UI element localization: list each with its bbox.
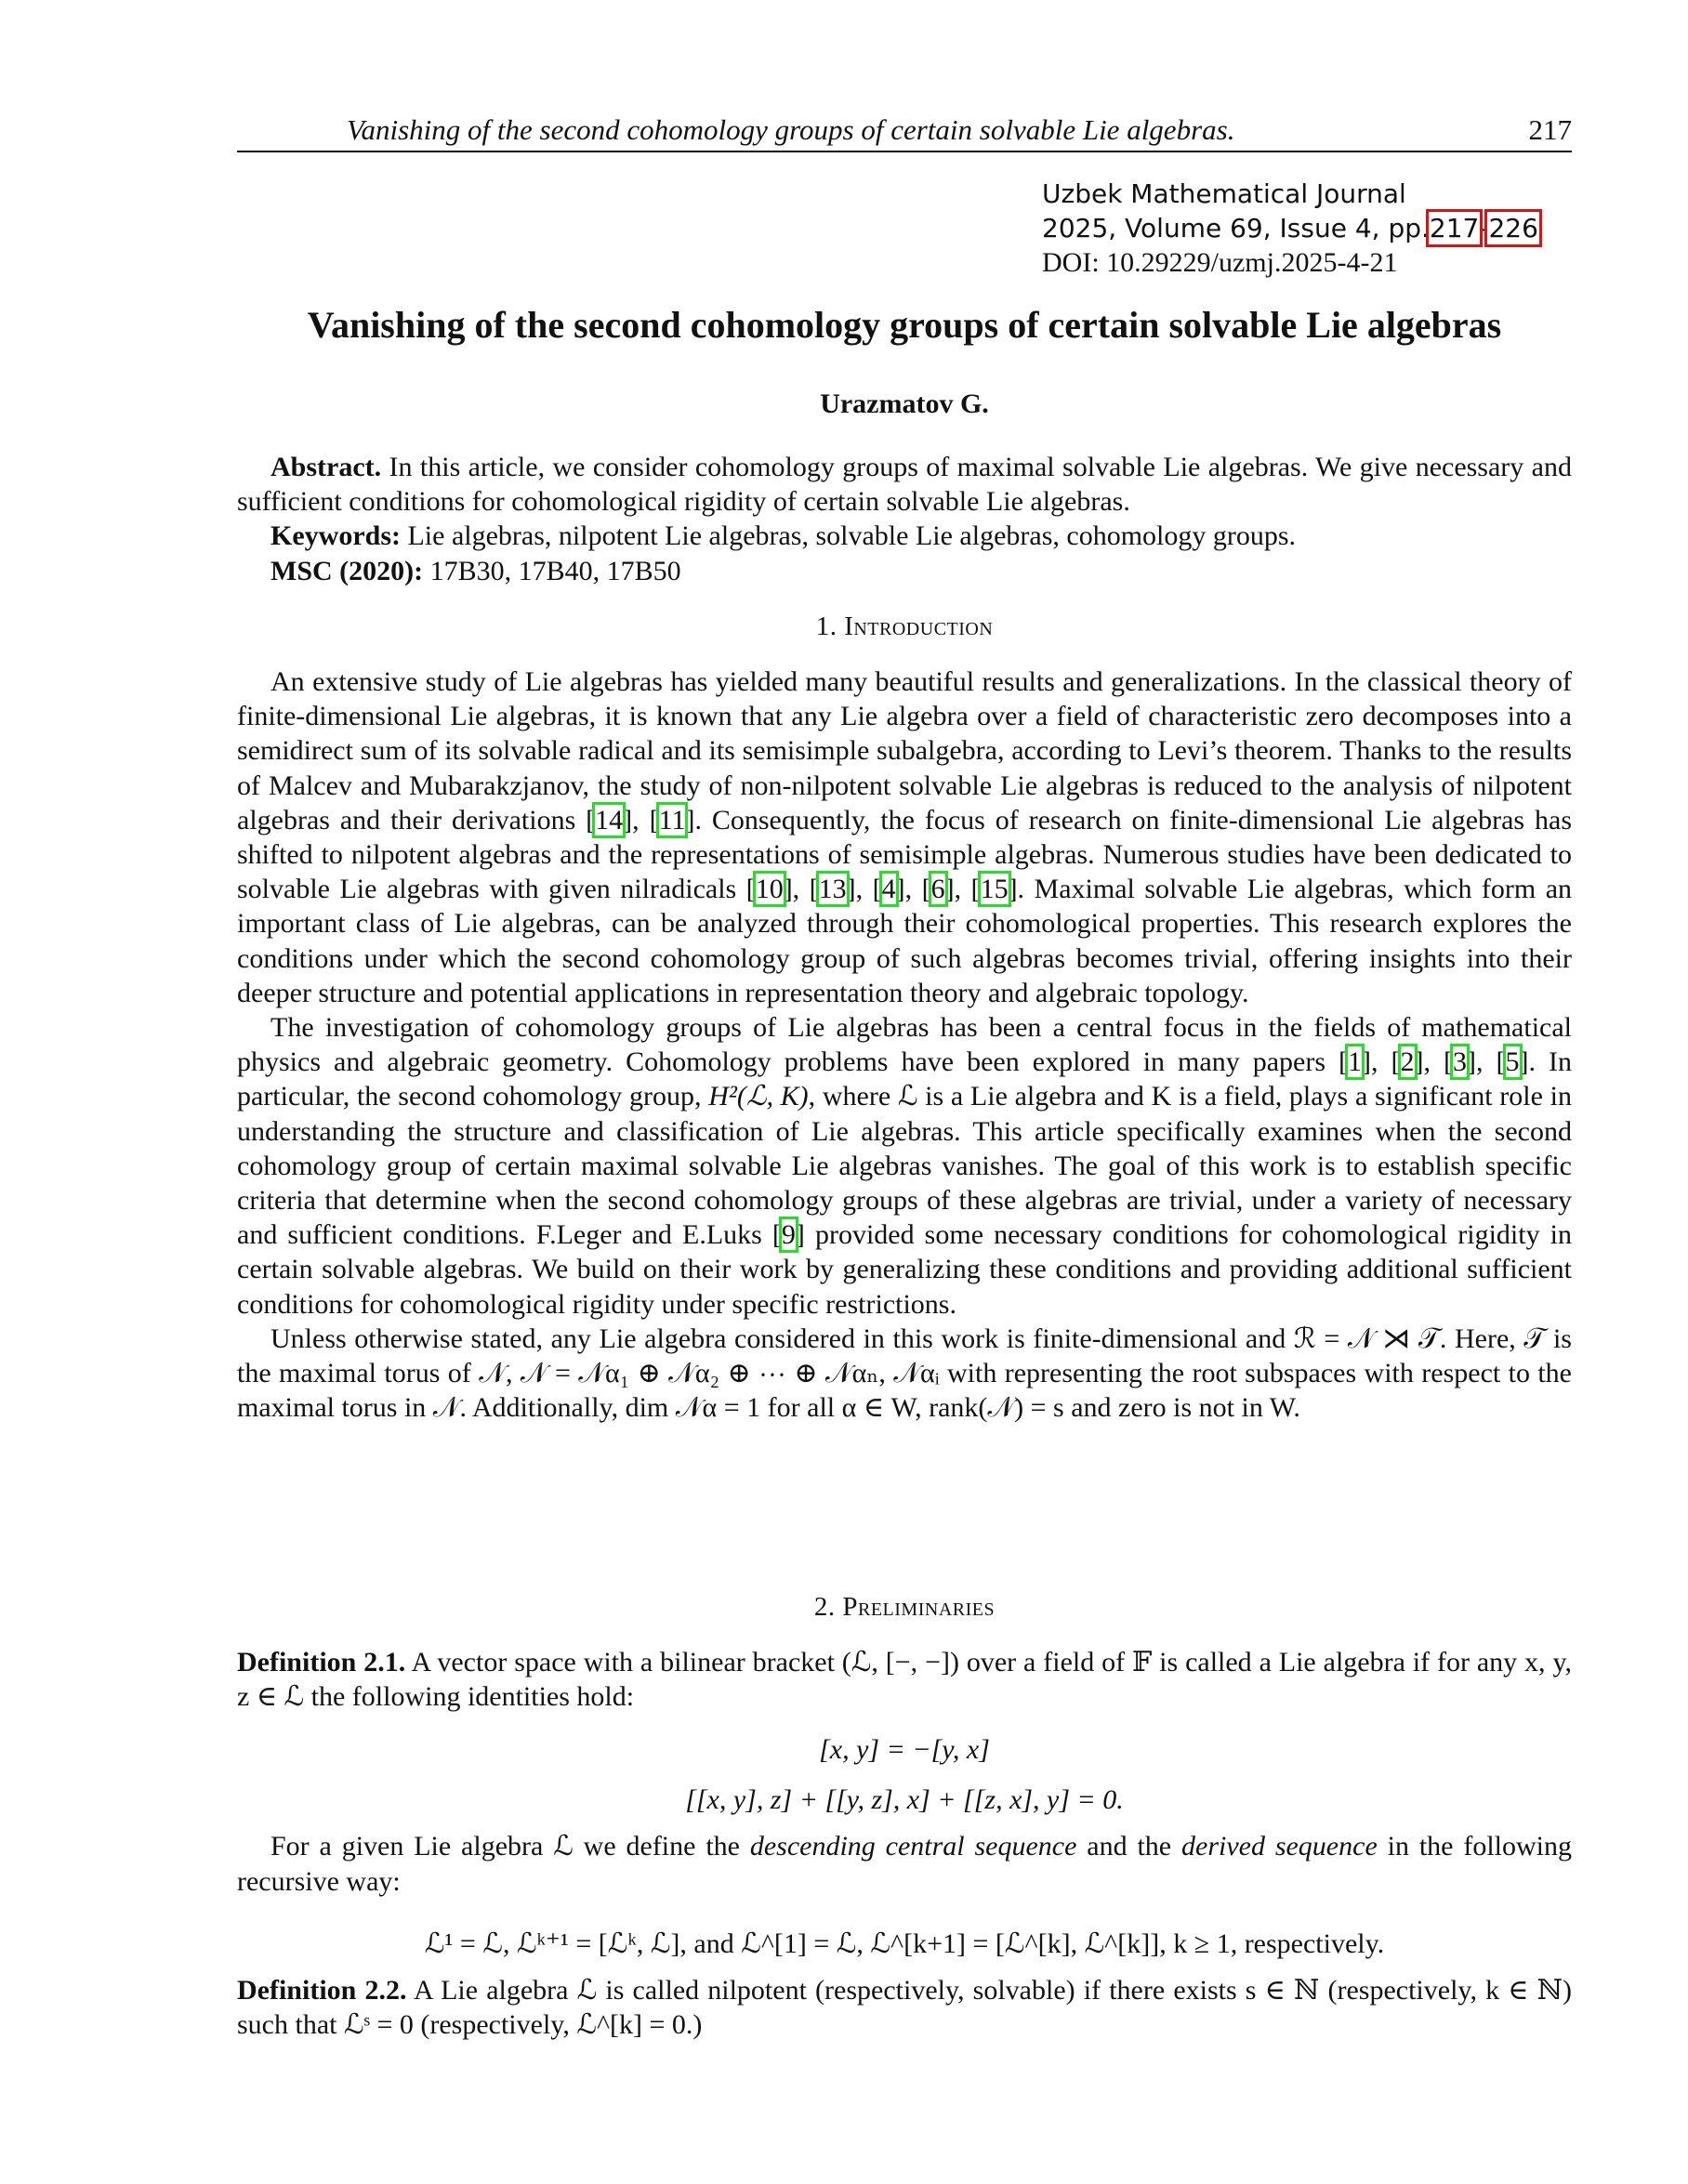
text-run: ], [ — [1362, 1046, 1401, 1078]
citation-link-15[interactable]: 15 — [980, 874, 1009, 905]
keywords-label: Keywords: — [270, 520, 401, 552]
text-run: ]. In particular, the second cohomology group, — [237, 1046, 1573, 1112]
text-run: ] provided some necessary conditions for cohomological rigidity in certain solvable algebras. We build on their work by generalizing these conditions and providing additional sufficient conditions for cohomological rigidity under specific restrictions. — [237, 1219, 1572, 1320]
text-run: ], [ — [895, 874, 931, 905]
citation-link-2[interactable]: 2 — [1400, 1046, 1415, 1078]
text-run: ]. Maximal solvable Lie algebras, which form an important class of Lie algebras, can be analyzed through their cohomological properties. This research explores the conditions under which the second cohomology group of such algebras becomes trivial, offering insights into their deeper structure and potential applications in representation theory and algebraic topology. — [237, 874, 1573, 1008]
citation-link-13[interactable]: 13 — [818, 874, 847, 905]
abstract-block — [237, 450, 1572, 588]
section-heading-introduction: 1. Introduction — [815, 612, 994, 641]
citation-link-10[interactable]: 10 — [755, 874, 784, 905]
equation-antisymmetry: [x, y] = −[y, x] — [819, 1734, 990, 1766]
introduction-body — [237, 664, 1572, 1425]
text-run: , where ℒ is a Lie algebra and K is a field, plays a significant role in understanding the structure and classification of Lie algebras. This article specifically examines when the second cohomology group of certain maximal solvable Lie algebras vanishes. The goal of this work is to establish specific criteria that determine when the second cohomology groups of these algebras are trivial, under a variety of necessary and sufficient conditions. F.Leger and E.Luks [ — [237, 1081, 1572, 1251]
text-run: ], [ — [783, 874, 819, 905]
text-run: For a given Lie algebra ℒ we define the — [270, 1831, 750, 1862]
section-heading-preliminaries: 2. Preliminaries — [813, 1592, 996, 1622]
page-number: 217 — [1528, 113, 1572, 146]
term-descending-central-sequence: descending central sequence — [749, 1831, 1077, 1862]
citation-link-1[interactable]: 1 — [1348, 1046, 1363, 1078]
abstract-label: Abstract. — [270, 452, 382, 482]
text-run: ], [ — [944, 874, 981, 905]
citation-link-3[interactable]: 3 — [1453, 1046, 1468, 1078]
citation-link-6[interactable]: 6 — [930, 874, 945, 905]
abstract-text: In this article, we consider cohomology groups of maximal solvable Lie algebras. We give necessary and sufficient conditions for cohomological rigidity of certain solvable Lie algebras. — [237, 452, 1572, 518]
journal-info — [1042, 177, 1538, 280]
citation-link-4[interactable]: 4 — [881, 874, 896, 905]
definition-text: A vector space with a bilinear bracket (ℒ, [−, −]) over a field of 𝔽 is called a Lie algebra if for any x, y, z ∈ ℒ the following identities hold: — [237, 1647, 1572, 1713]
volume-prefix: 2025, Volume 69, Issue 4, pp. — [1042, 213, 1430, 243]
definition-text: A Lie algebra ℒ is called nilpotent (respectively, solvable) if there exists s ∈ ℕ (respectively, k ∈ ℕ) such that ℒˢ = 0 (respectively, ℒ^[k] = 0.) — [237, 1974, 1572, 2041]
journal-name: Uzbek Mathematical Journal — [1042, 178, 1406, 209]
equation-jacobi: [[x, y], z] + [[y, z], x] + [[z, x], y] = 0. — [685, 1784, 1124, 1816]
article-title — [237, 304, 1572, 346]
keywords-text: Lie algebras, nilpotent Lie algebras, solvable Lie algebras, cohomology groups. — [400, 520, 1297, 552]
journal-volume-line — [1042, 211, 1538, 245]
math-h2: H²(ℒ, K) — [708, 1081, 809, 1112]
citation-link-9[interactable]: 9 — [781, 1219, 796, 1251]
intro-paragraph-2 — [237, 1010, 1572, 1322]
sequence-paragraph — [237, 1829, 1572, 1898]
page-separator: - — [1479, 213, 1489, 243]
text-run: ], [ — [623, 804, 659, 835]
running-header — [237, 113, 1572, 152]
msc-label: MSC (2020): — [270, 555, 424, 586]
page-end-link[interactable]: 226 — [1488, 213, 1538, 243]
running-header-title: Vanishing of the second cohomology groups of certain solvable Lie algebras. — [347, 113, 1235, 146]
article-author: Urazmatov G. — [820, 388, 989, 419]
definition-2-2 — [237, 1973, 1572, 2042]
preliminaries-body — [237, 1645, 1572, 2042]
text-run: and the — [1076, 1831, 1181, 1862]
citation-link-11[interactable]: 11 — [658, 804, 686, 835]
definition-label: Definition 2.1. — [237, 1647, 406, 1677]
intro-paragraph-3: Unless otherwise stated, any Lie algebra considered in this work is finite-dimensional and ℛ = 𝒩 ⋊ 𝒯. Here, 𝒯 is the maximal torus of 𝒩, 𝒩 = 𝒩α₁ ⊕ 𝒩α₂ ⊕ ⋯ ⊕ 𝒩αₙ, 𝒩αᵢ with representing the root subspaces with respect to the maximal torus in 𝒩. Additionally, dim 𝒩α = 1 for all α ∈ W, rank(𝒩) = s and zero is not in W. — [237, 1322, 1572, 1424]
citation-link-14[interactable]: 14 — [595, 804, 624, 835]
doi: DOI: 10.29229/uzmj.2025-4-21 — [1042, 247, 1398, 278]
text-run: ], [ — [1414, 1046, 1454, 1078]
equation-sequences: ℒ¹ = ℒ, ℒᵏ⁺¹ = [ℒᵏ, ℒ], and ℒ^[1] = ℒ, ℒ^[k+1] = [ℒ^[k], ℒ^[k]], k ≥ 1, respectively. — [424, 1927, 1385, 1959]
text-run: ]. Consequently, the focus of research on finite-dimensional Lie algebras has shifted to nilpotent algebras and the representations of semisimple algebras. Numerous studies have been dedicated to solvable Lie algebras with given nilradicals [ — [237, 804, 1572, 905]
page-start-link[interactable]: 217 — [1429, 213, 1480, 243]
term-derived-sequence: derived sequence — [1181, 1831, 1378, 1862]
article-title-text: Vanishing of the second cohomology groups of certain solvable Lie algebras — [307, 304, 1502, 346]
definition-label: Definition 2.2. — [237, 1974, 407, 2006]
text-run: An extensive study of Lie algebras has yielded many beautiful results and generalizations. In the classical theory of finite-dimensional Lie algebras, it is known that any Lie algebra over a field of characteristic zero decomposes into a semidirect sum of its solvable radical and its semisimple subalgebra, according to Levi’s theorem. Thanks to the results of Malcev and Mubarakzjanov, the study of non-nilpotent solvable Lie algebras is reduced to the analysis of nilpotent algebras and their derivations [ — [237, 666, 1572, 835]
definition-2-1 — [237, 1645, 1572, 1714]
intro-paragraph-1 — [237, 664, 1572, 1010]
text-run: in the following recursive way: — [237, 1831, 1572, 1897]
text-run: ], [ — [846, 874, 882, 905]
text-run: ], [ — [1467, 1046, 1506, 1078]
citation-link-5[interactable]: 5 — [1505, 1046, 1520, 1078]
text-run: The investigation of cohomology groups of Lie algebras has been a central focus in the fields of mathematical physics and algebraic geometry. Cohomology problems have been explored in many papers [ — [237, 1012, 1572, 1078]
msc-text: 17B30, 17B40, 17B50 — [423, 555, 681, 586]
